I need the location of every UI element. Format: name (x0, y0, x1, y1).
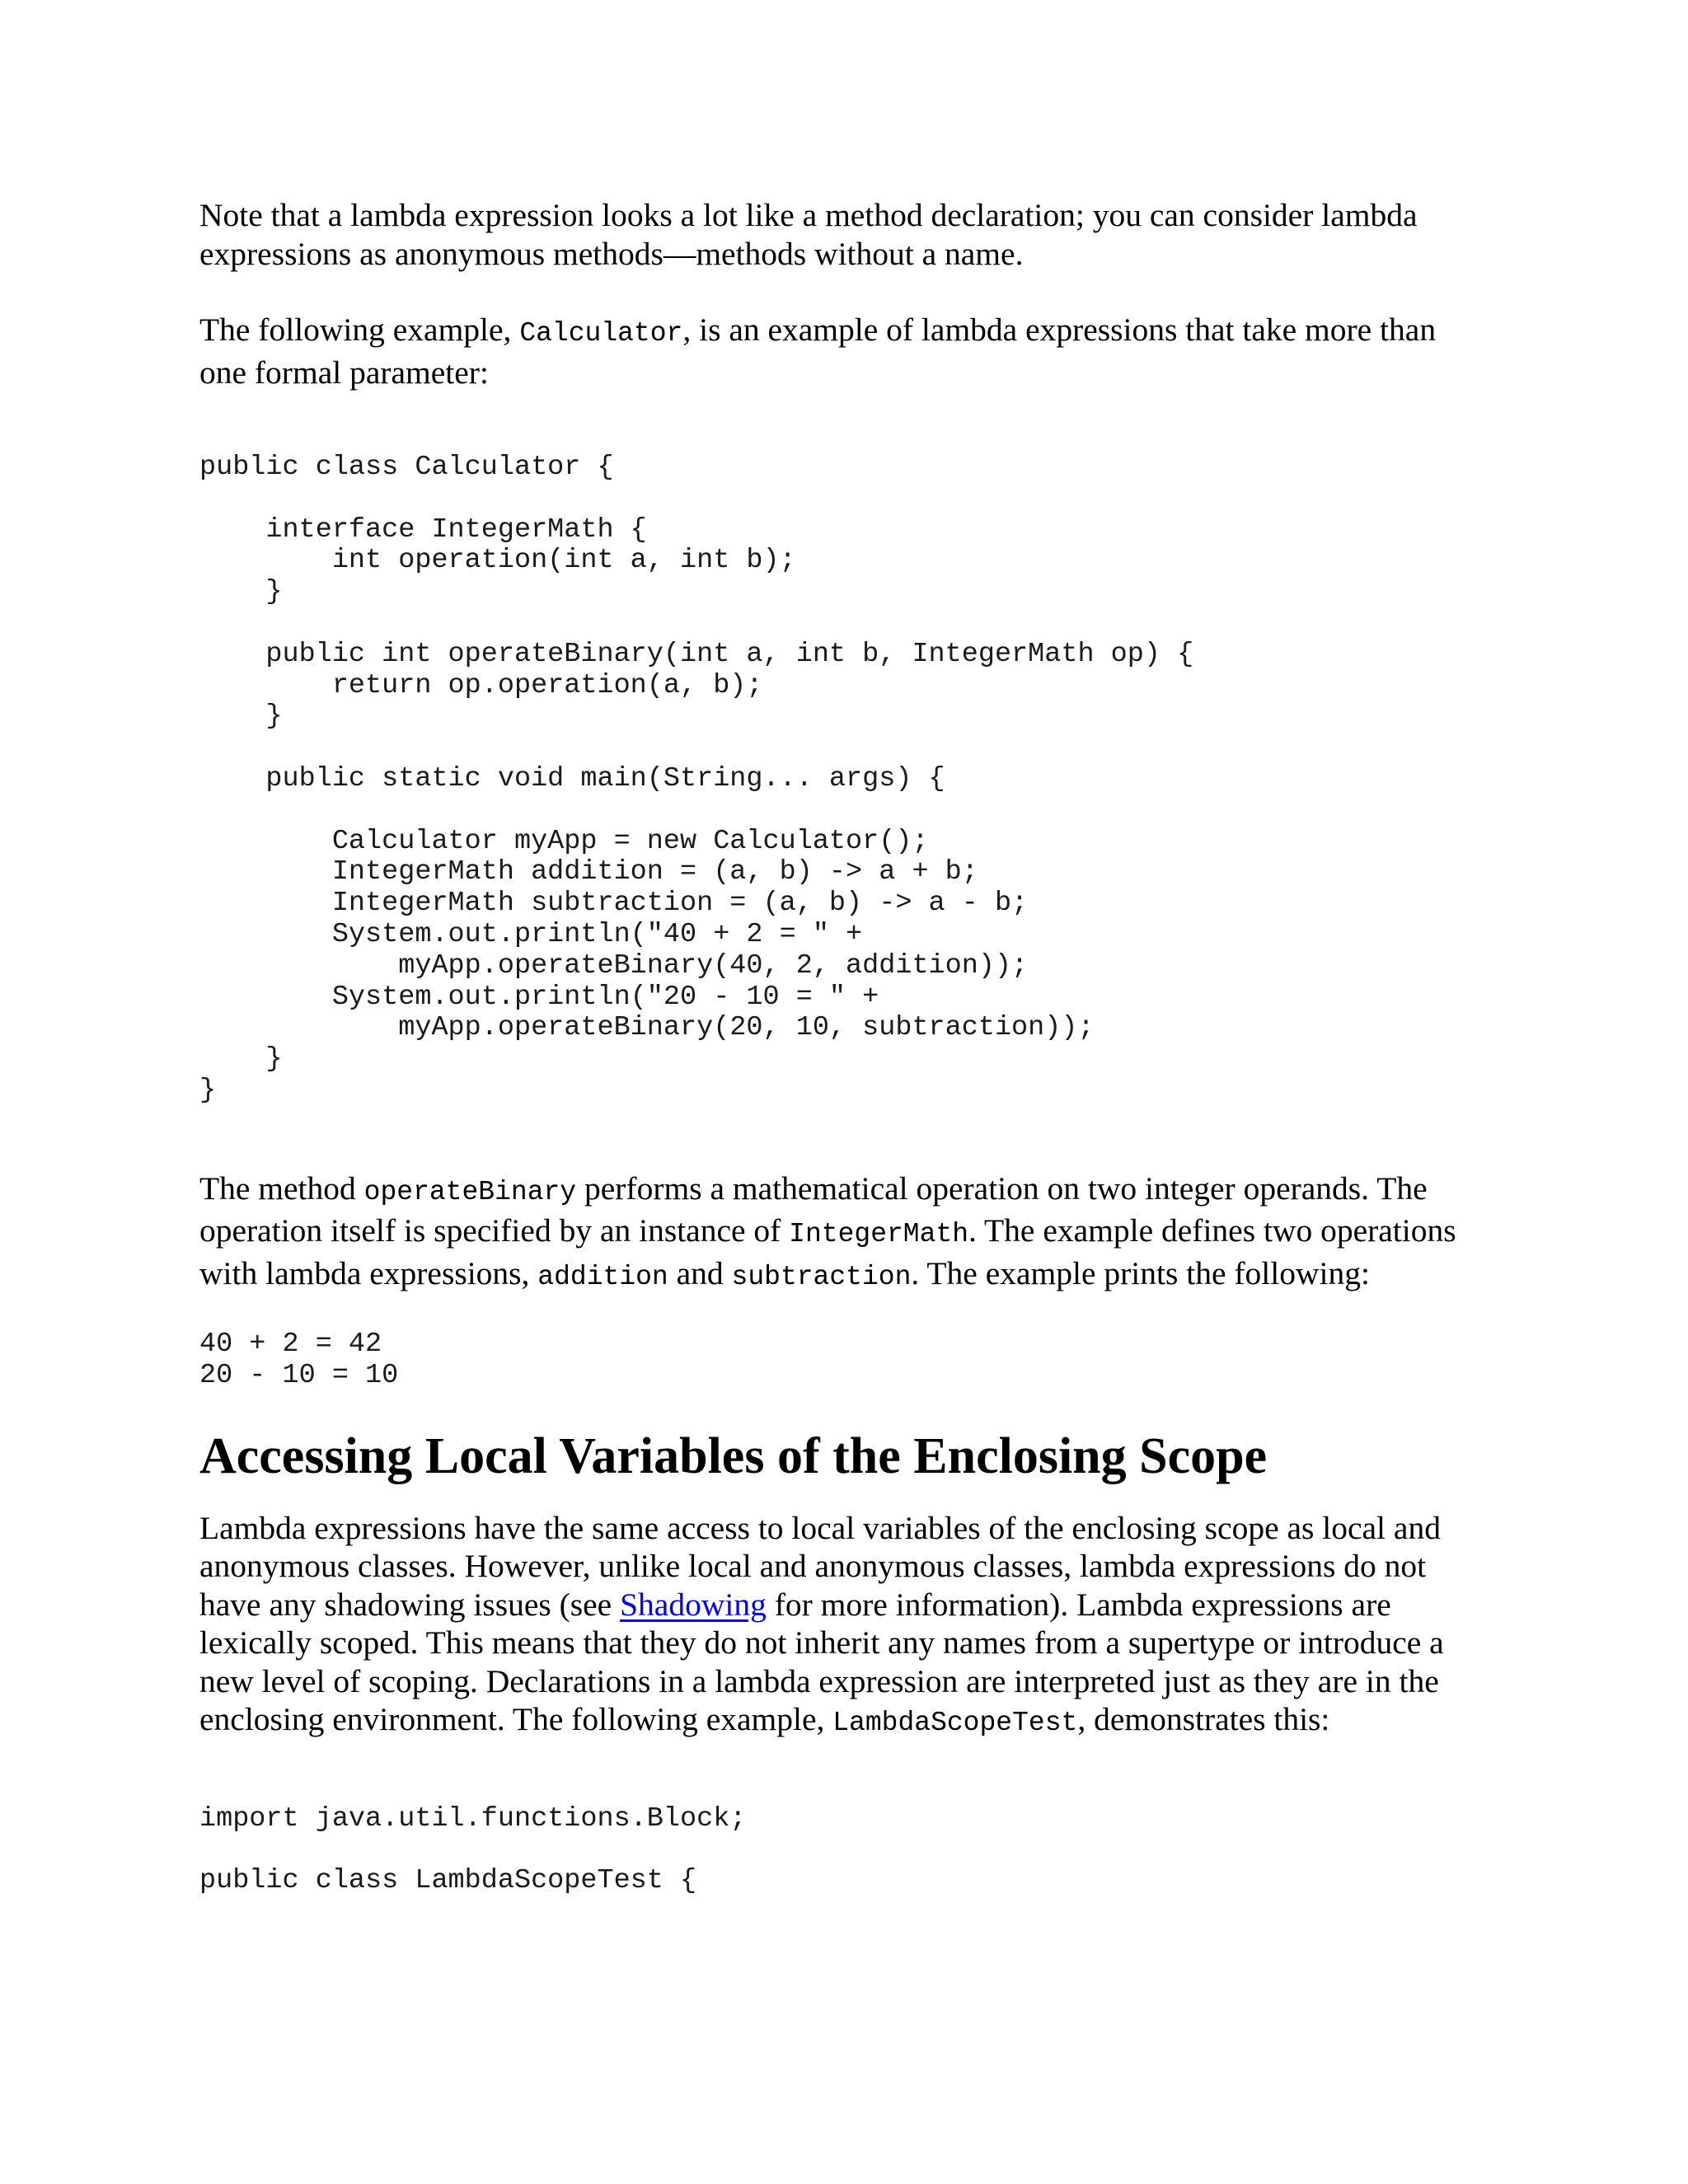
inline-code-operate-binary: operateBinary (363, 1176, 577, 1207)
code-block-calculator: public class Calculator { interface IntegerMath { int operation(int a, int b); } public int operateBinary(int a, int b, IntegerMath op) { return op.operation(a, b); } public static void main(String... args) { Calculator myApp = new Calculator(); IntegerMath addition = (a, b) -> a + b; IntegerMath subtraction = (a, b) -> a - b; System.out.println("40 + 2 = " + myApp.operateBinary(40, 2, addition)); System.out.println("20 - 10 = " + myApp.operateBinary(20, 10, subtraction)); } } (199, 452, 1194, 1106)
paragraph-text: Note that a lambda expression looks a lot like a method declaration; you can consider lambda expressions as anonymous methods—methods without a name. (199, 197, 1426, 272)
paragraph-text: , is an example of lambda expressions that take more than one formal parameter: (199, 312, 1444, 391)
paragraph-text: Lambda expressions have the same access to local variables of the enclosing scope as local and anonymous classes. However, unlike local and anonymous classes, lambda expressions do not have any shadowing issues (see (199, 1509, 1449, 1623)
paragraph-text: The following example, (199, 312, 520, 348)
paragraph-text: The method (199, 1169, 364, 1207)
inline-code-integer-math: IntegerMath (789, 1219, 969, 1250)
paragraph-text: for more information). Lambda expressions are lexically scoped. This means that they do not inherit any names from a supertype or introduce a new level of scoping. Declarations in a lambda expression are interpreted just as they are in the enclosing environment. The following example, (199, 1586, 1452, 1738)
paragraph-local-variables (199, 1509, 1485, 1743)
inline-code-addition: addition (537, 1261, 668, 1292)
inline-code-subtraction: subtraction (731, 1261, 912, 1292)
shadowing-link[interactable]: Shadowing (620, 1586, 767, 1623)
paragraph-text: . The example prints the following: (911, 1254, 1370, 1291)
code-block-output: 40 + 2 = 42 20 - 10 = 10 (199, 1329, 399, 1392)
paragraph-operate-binary (199, 1169, 1485, 1297)
paragraph-text: . The example defines two operations with lambda expressions, (199, 1212, 1465, 1291)
section-heading: Accessing Local Variables of the Enclosing Scope (199, 1427, 1268, 1484)
inline-code-calculator: Calculator (519, 318, 683, 349)
paragraph-text: , demonstrates this: (1077, 1701, 1330, 1738)
code-block-lambda-scope-test: import java.util.functions.Block; public class LambdaScopeTest { (199, 1802, 747, 1897)
document-page (199, 196, 1485, 1897)
paragraph-text: and (668, 1254, 732, 1291)
inline-code-lambda-scope-test: LambdaScopeTest (832, 1708, 1078, 1739)
paragraph-text: performs a mathematical operation on two integer operands. The operation itself is specified by an instance of (199, 1169, 1436, 1249)
paragraph-lambda-note (199, 196, 1485, 273)
paragraph-calculator-intro (199, 311, 1485, 391)
